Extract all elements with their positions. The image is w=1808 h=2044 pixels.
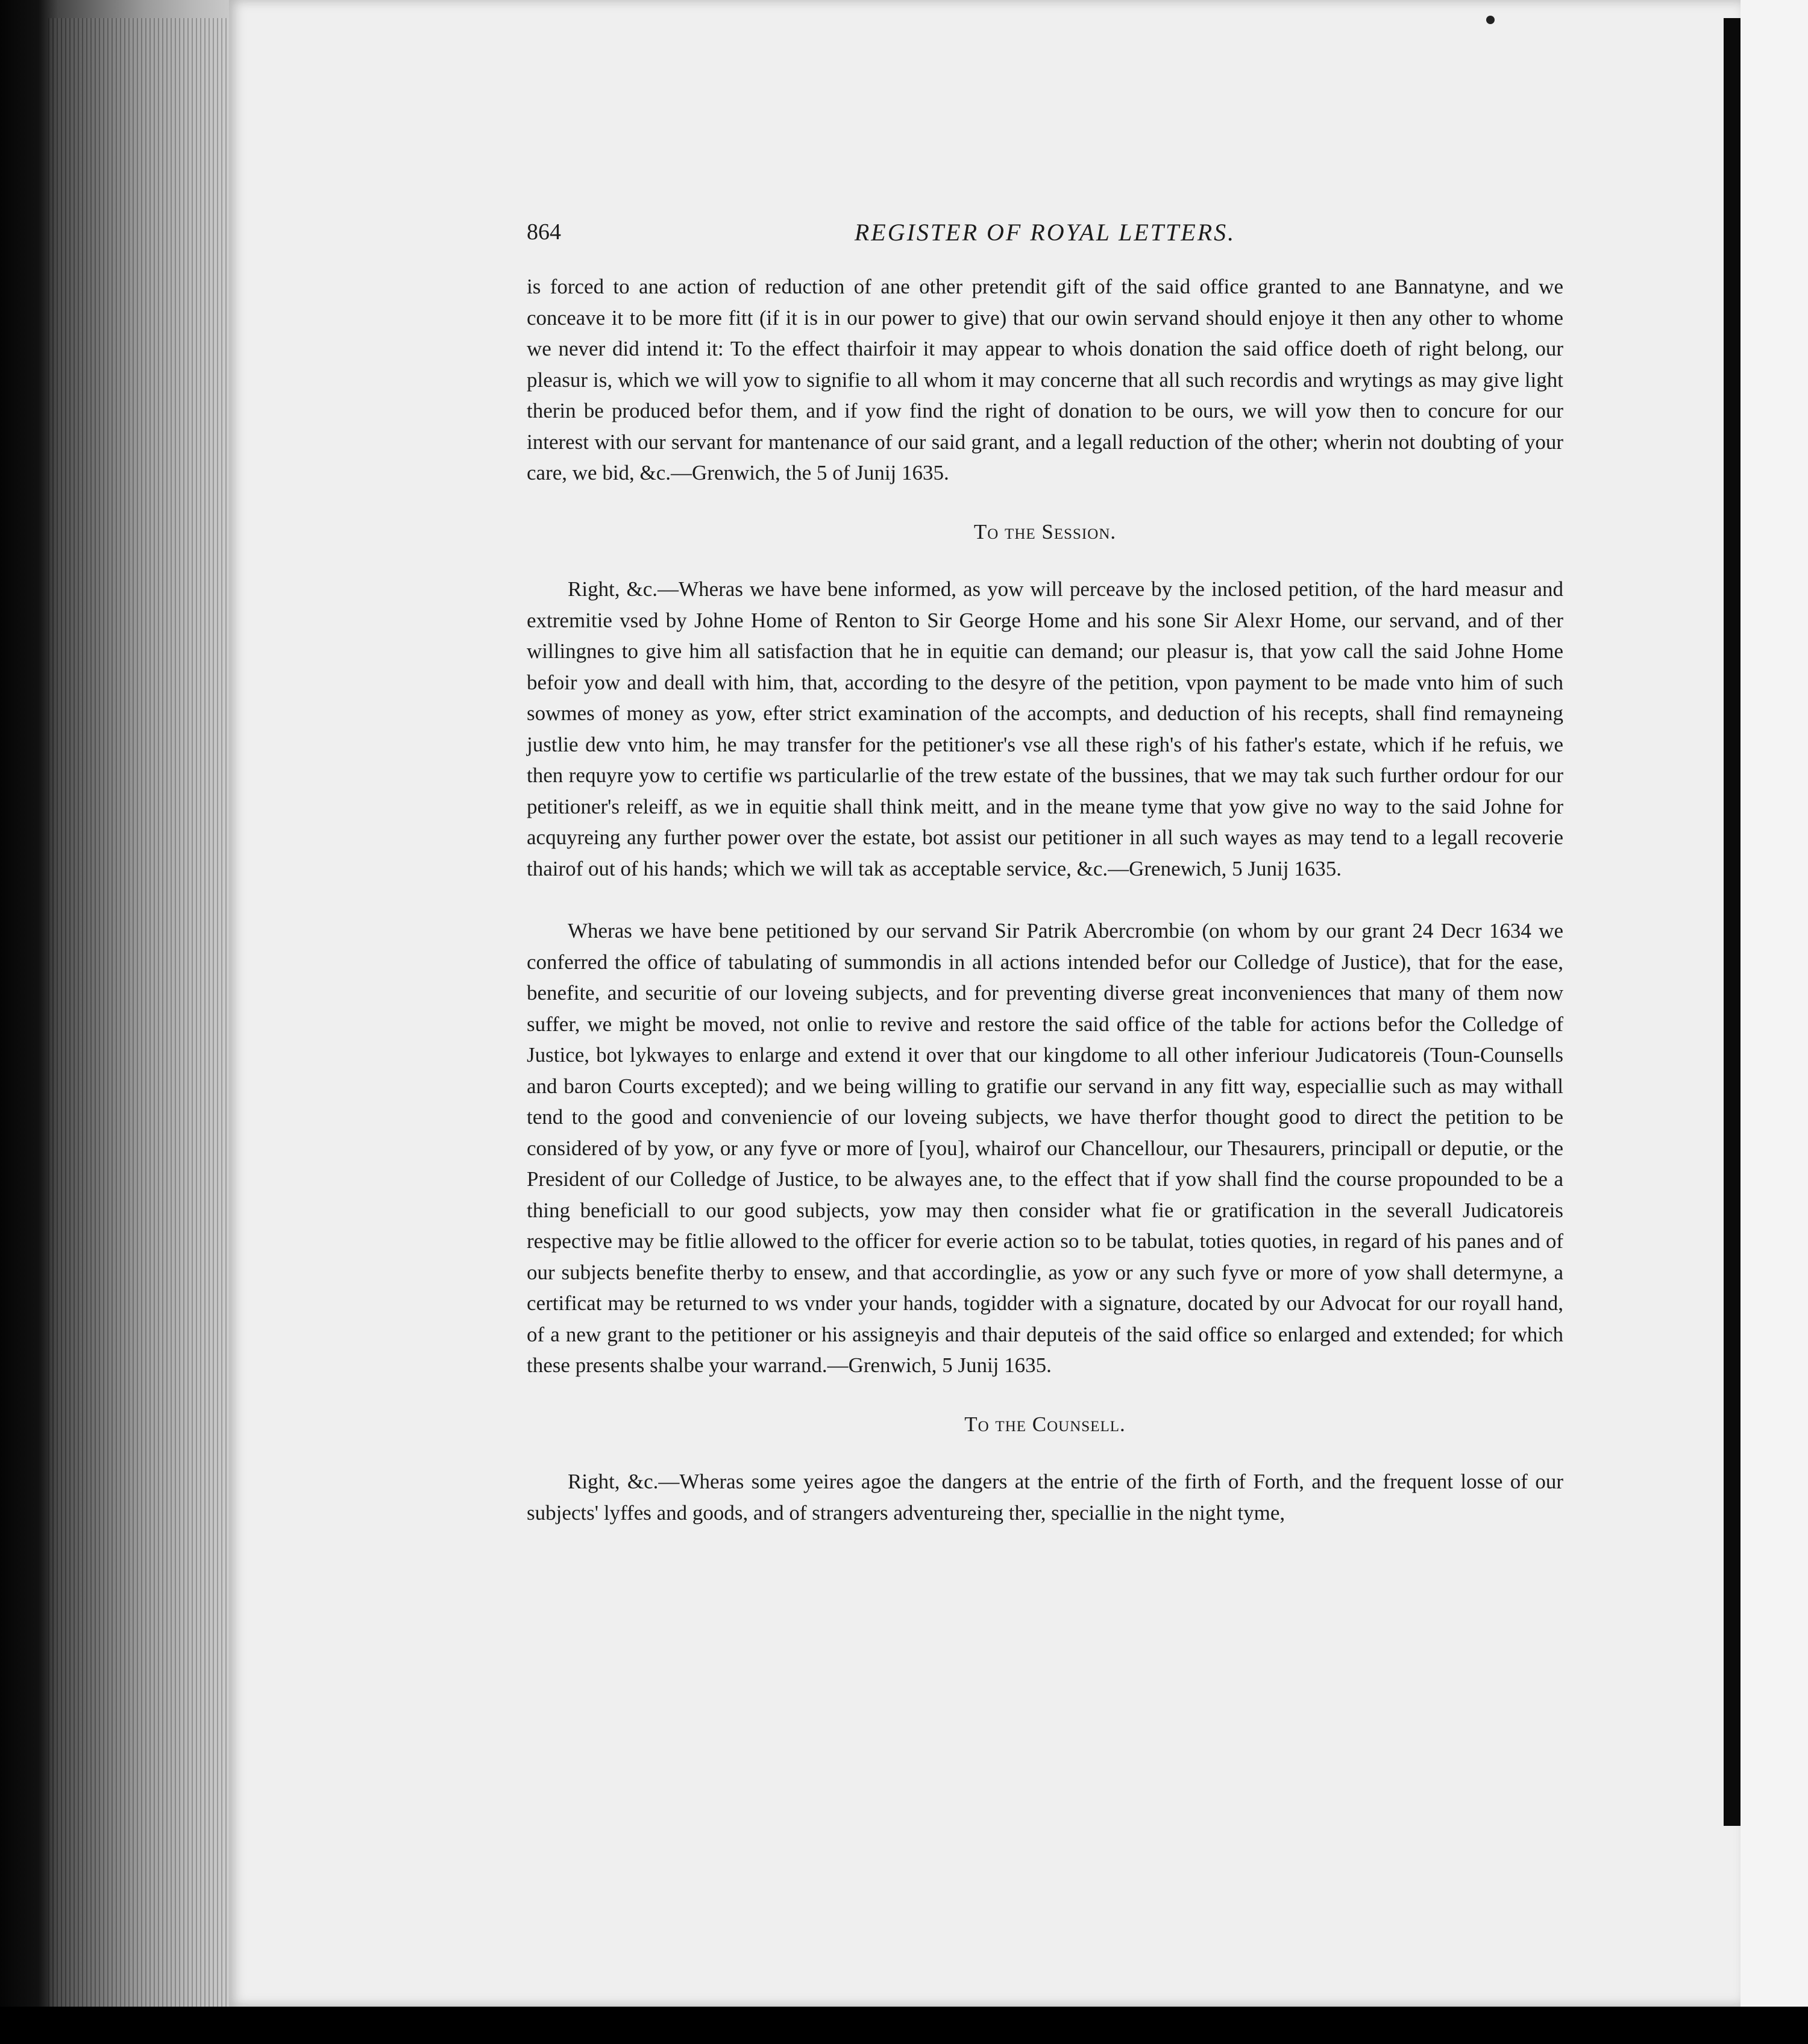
scan-bottom-border — [0, 2007, 1808, 2044]
running-head — [527, 217, 1563, 259]
scan-speck — [1486, 16, 1495, 24]
heading-to-the-counsell: To the Counsell. — [964, 1412, 1126, 1436]
section-gap — [527, 884, 1563, 915]
book-gutter-shadow — [1724, 18, 1741, 1826]
paragraph-continued: is forced to ane action of reduction of ane other pretendit gift of the said office granted to ane Bannatyne, and we conceave it to be more fitt (if it is in our power to give) that our owin servand should enjoye it then any other to whome we never did intend it: To the effect thairfoir it may appear to whois donation the said office doeth of right belong, our pleasur is, which we will yow to signifie to all whom it may concerne that all such recordis and wrytings as may give light therin be produced befor them, and if yow find the right of donation to be ours, we will yow then to concure for our interest with our servant for mantenance of our said grant, and a legall reduction of the other; wherin not doubting of your care, we bid, &c.—Grenwich, the 5 of Junij 1635. — [527, 275, 1563, 484]
book-page-edge-lines — [48, 18, 229, 2019]
scan-margin — [1741, 0, 1808, 2044]
heading-to-the-session: To the Session. — [973, 519, 1117, 544]
page-text — [527, 217, 1563, 1528]
paragraph-session-letter: Right, &c.—Wheras we have bene informed, as yow will perceave by the inclosed petition, of the hard measur and extremitie vsed by Johne Home of Renton to Sir George Home and his sone Sir Alexr Home, our servand, and of ther willingnes to give him all satisfaction that he in equitie can demand; our pleasur is, that yow call the said Johne Home befoir yow and deall with him, that, according to the desyre of the petition, vpon payment to be made vnto him of such sowmes of money as yow, efter strict examination of the accompts, and deduction of his recepts, shall find remayneing justlie dew vnto him, he may transfer for the petitioner's vse all these righ's of his father's estate, which if he refuis, we then requyre yow to certifie ws particularlie of the trew estate of the bussines, that we may tak such further ordour for our petitioner's releiff, as we in equitie shall think meitt, and in the meane tyme that yow give no way to the said Johne for acquyreing any further power over the estate, bot assist our petitioner in all such wayes as may tend to a legall recoverie thairof out of his hands; which we will tak as acceptable service, &c.—Grenewich, 5 Junij 1635. — [527, 577, 1563, 880]
paragraph-counsell-letter: Right, &c.—Wheras some yeires agoe the dangers at the entrie of the firth of Forth, and the frequent losse of our subjects' lyffes and goods, and of strangers adventureing ther, speciallie in the night tyme, — [527, 1470, 1563, 1525]
running-title: REGISTER OF ROYAL LETTERS. — [854, 219, 1236, 246]
paragraph-abercrombie-petition: Wheras we have bene petitioned by our servand Sir Patrik Abercrombie (on whom by our grant 24 Decr 1634 we conferred the office of tabulating of summondis in all actions intended befor our Colledge of Justice), that for the ease, benefite, and securitie of our loveing subjects, and for preventing diverse great inconveniences that many of them now suffer, we might be moved, not onlie to revive and restore the said office of the table for actions befor the Colledge of Justice, bot lykwayes to enlarge and extend it over that our kingdome to all other inferiour Judicatoreis (Toun-Counsells and baron Courts excepted); and we being willing to gratifie our servand in any fitt way, especiallie such as may withall tend to the good and conveniencie of our loveing subjects, we have therfor thought good to direct the petition to be considered of by yow, or any fyve or more of [you], whairof our Chancellour, our Thesaurers, principall or deputie, or the President of our Colledge of Justice, to be alwayes ane, to the effect that if yow shall find the course propounded to be a thing beneficiall to our good subjects, yow may then consider what fie or gratification in the severall Judicatoreis respective may be fitlie allowed to the officer for everie action so to be tabulat, toties quoties, in regard of his panes and of our subjects benefite therby to ensew, and that accordinglie, as yow or any such fyve or more of yow shall determyne, a certificat may be returned to ws vnder your hands, togidder with a signature, docated by our Advocat for our royall hand, of a new grant to the petitioner or his assigneyis and thair deputeis of the said office so enlarged and extended; for which these presents shalbe your warrand.—Grenwich, 5 Junij 1635. — [527, 919, 1563, 1377]
page-number: 864 — [527, 219, 561, 245]
